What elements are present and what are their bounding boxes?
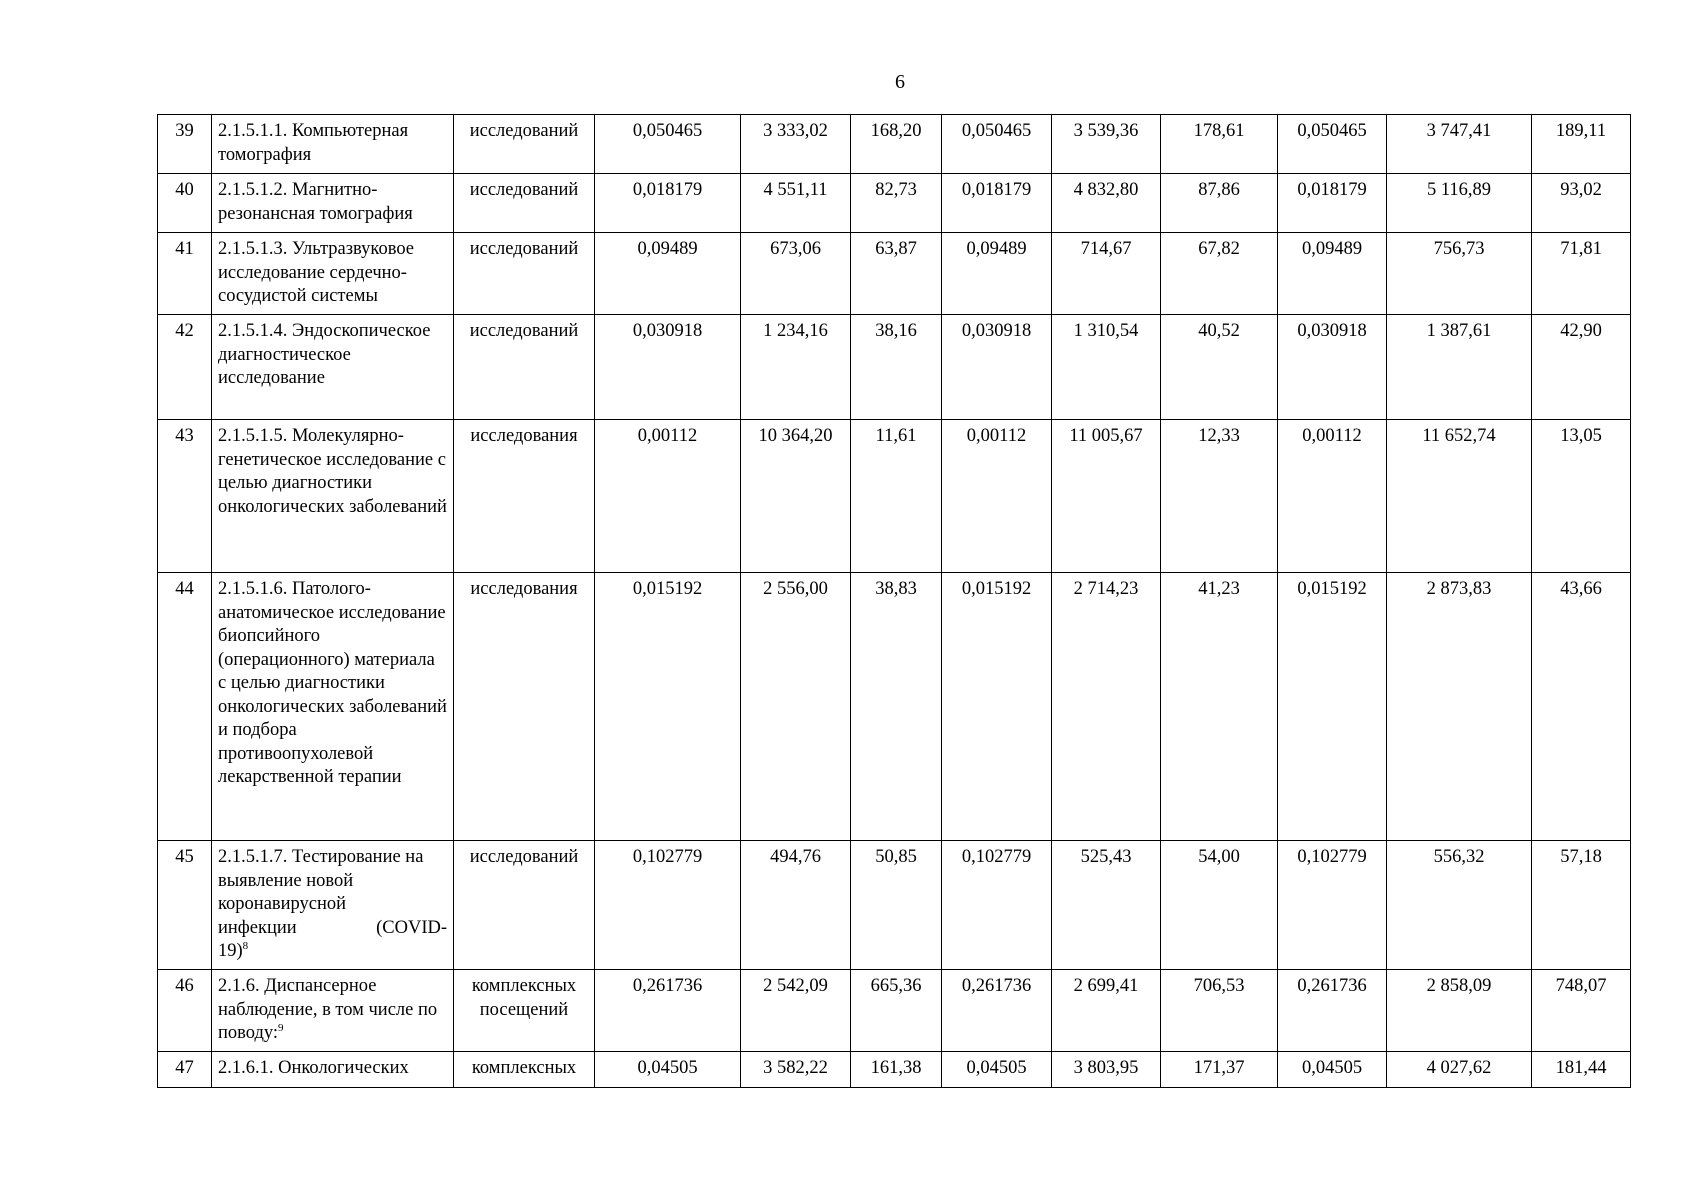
value-cell: 43,66: [1532, 573, 1631, 841]
value-cell: 756,73: [1387, 233, 1532, 315]
footnote-marker: 9: [278, 1022, 284, 1034]
value-cell: 181,44: [1532, 1052, 1631, 1088]
value-cell: 4 027,62: [1387, 1052, 1532, 1088]
service-name: 2.1.6.1. Онкологических: [212, 1052, 454, 1088]
value-cell: 3 582,22: [741, 1052, 851, 1088]
value-cell: 71,81: [1532, 233, 1631, 315]
value-cell: 3 539,36: [1052, 115, 1161, 174]
service-name: 2.1.5.1.6. Патолого-анатомическое исследование биопсийного (операционного) материала с целью диагностики онкологических заболеваний и подбора противоопухолевой лекарственной терапии: [212, 573, 454, 841]
service-name-word: (COVID-: [376, 917, 447, 938]
unit-cell: исследований: [454, 315, 595, 420]
row-number: 47: [158, 1052, 212, 1088]
row-number: 45: [158, 841, 212, 970]
service-name-word: 19): [218, 941, 243, 961]
page-number: 6: [895, 71, 905, 93]
value-cell: 0,09489: [942, 233, 1052, 315]
row-number: 46: [158, 970, 212, 1052]
unit-cell: исследований: [454, 841, 595, 970]
value-cell: 0,018179: [942, 174, 1052, 233]
footnote-marker: 8: [242, 940, 249, 952]
value-cell: 57,18: [1532, 841, 1631, 970]
value-cell: 87,86: [1161, 174, 1278, 233]
value-cell: 0,015192: [595, 573, 741, 841]
service-name-line: [218, 917, 447, 941]
value-cell: 0,00112: [942, 420, 1052, 573]
value-cell: 0,04505: [1278, 1052, 1387, 1088]
value-cell: 0,00112: [595, 420, 741, 573]
value-cell: 12,33: [1161, 420, 1278, 573]
value-cell: 748,07: [1532, 970, 1631, 1052]
value-cell: 82,73: [851, 174, 942, 233]
service-name: [212, 841, 454, 970]
value-cell: 3 747,41: [1387, 115, 1532, 174]
value-cell: 4 551,11: [741, 174, 851, 233]
value-cell: 0,261736: [942, 970, 1052, 1052]
table-row: [158, 841, 1631, 970]
value-cell: 161,38: [851, 1052, 942, 1088]
value-cell: 40,52: [1161, 315, 1278, 420]
value-cell: 673,06: [741, 233, 851, 315]
value-cell: 525,43: [1052, 841, 1161, 970]
value-cell: 0,030918: [942, 315, 1052, 420]
service-name: [212, 970, 454, 1052]
value-cell: 0,102779: [942, 841, 1052, 970]
unit-cell: исследований: [454, 115, 595, 174]
value-cell: 494,76: [741, 841, 851, 970]
value-cell: 93,02: [1532, 174, 1631, 233]
value-cell: 0,050465: [942, 115, 1052, 174]
value-cell: 5 116,89: [1387, 174, 1532, 233]
value-cell: 189,11: [1532, 115, 1631, 174]
value-cell: 2 714,23: [1052, 573, 1161, 841]
service-name: 2.1.5.1.5. Молекулярно-генетическое исследование с целью диагностики онкологических заболеваний: [212, 420, 454, 573]
value-cell: 2 542,09: [741, 970, 851, 1052]
value-cell: 42,90: [1532, 315, 1631, 420]
value-cell: 10 364,20: [741, 420, 851, 573]
value-cell: 714,67: [1052, 233, 1161, 315]
value-cell: 2 873,83: [1387, 573, 1532, 841]
unit-cell: комплексных: [454, 1052, 595, 1088]
row-number: 43: [158, 420, 212, 573]
unit-cell: комплексных посещений: [454, 970, 595, 1052]
value-cell: 0,030918: [1278, 315, 1387, 420]
service-name-line: 2.1.5.1.7. Тестирование на: [218, 847, 424, 867]
value-cell: 0,261736: [1278, 970, 1387, 1052]
table-row: [158, 174, 1631, 233]
value-cell: 54,00: [1161, 841, 1278, 970]
service-name: 2.1.5.1.4. Эндоскопическое диагностическое исследование: [212, 315, 454, 420]
table-row: [158, 315, 1631, 420]
table-row: [158, 573, 1631, 841]
value-cell: 0,030918: [595, 315, 741, 420]
value-cell: 50,85: [851, 841, 942, 970]
value-cell: 665,36: [851, 970, 942, 1052]
value-cell: 0,018179: [1278, 174, 1387, 233]
service-name-line: выявление новой: [218, 870, 354, 891]
value-cell: 0,00112: [1278, 420, 1387, 573]
service-name-text: 2.1.6. Диспансерное наблюдение, в том числе по поводу:: [218, 976, 438, 1043]
value-cell: 0,015192: [1278, 573, 1387, 841]
row-number: 40: [158, 174, 212, 233]
value-cell: 11 652,74: [1387, 420, 1532, 573]
value-cell: 1 310,54: [1052, 315, 1161, 420]
unit-cell: исследования: [454, 420, 595, 573]
value-cell: 0,102779: [595, 841, 741, 970]
value-cell: 706,53: [1161, 970, 1278, 1052]
value-cell: 0,050465: [1278, 115, 1387, 174]
service-name: 2.1.5.1.3. Ультразвуковое исследование сердечно-сосудистой системы: [212, 233, 454, 315]
value-cell: 556,32: [1387, 841, 1532, 970]
service-name-line: [218, 940, 447, 964]
value-cell: 4 832,80: [1052, 174, 1161, 233]
service-name: 2.1.5.1.1. Компьютерная томография: [212, 115, 454, 174]
unit-cell: исследования: [454, 573, 595, 841]
table-row: [158, 420, 1631, 573]
value-cell: 0,015192: [942, 573, 1052, 841]
value-cell: 38,16: [851, 315, 942, 420]
value-cell: 178,61: [1161, 115, 1278, 174]
value-cell: 2 699,41: [1052, 970, 1161, 1052]
value-cell: 0,09489: [1278, 233, 1387, 315]
service-name-word: инфекции: [218, 917, 297, 938]
table-row: [158, 233, 1631, 315]
value-cell: 0,050465: [595, 115, 741, 174]
value-cell: 168,20: [851, 115, 942, 174]
value-cell: 2 556,00: [741, 573, 851, 841]
value-cell: 0,102779: [1278, 841, 1387, 970]
value-cell: 1 234,16: [741, 315, 851, 420]
value-cell: 3 333,02: [741, 115, 851, 174]
value-cell: 0,04505: [595, 1052, 741, 1088]
value-cell: 38,83: [851, 573, 942, 841]
tariff-table: [157, 114, 1631, 1088]
table-row: [158, 970, 1631, 1052]
row-number: 44: [158, 573, 212, 841]
table-row: [158, 115, 1631, 174]
row-number: 41: [158, 233, 212, 315]
value-cell: 67,82: [1161, 233, 1278, 315]
row-number: 39: [158, 115, 212, 174]
value-cell: 41,23: [1161, 573, 1278, 841]
table-row: [158, 1052, 1631, 1088]
value-cell: 0,261736: [595, 970, 741, 1052]
service-name: 2.1.5.1.2. Магнитно-резонансная томография: [212, 174, 454, 233]
value-cell: 13,05: [1532, 420, 1631, 573]
value-cell: 0,04505: [942, 1052, 1052, 1088]
value-cell: 171,37: [1161, 1052, 1278, 1088]
value-cell: 1 387,61: [1387, 315, 1532, 420]
value-cell: 0,018179: [595, 174, 741, 233]
value-cell: 2 858,09: [1387, 970, 1532, 1052]
value-cell: 11,61: [851, 420, 942, 573]
row-number: 42: [158, 315, 212, 420]
unit-cell: исследований: [454, 233, 595, 315]
unit-cell: исследований: [454, 174, 595, 233]
value-cell: 11 005,67: [1052, 420, 1161, 573]
value-cell: 63,87: [851, 233, 942, 315]
value-cell: 3 803,95: [1052, 1052, 1161, 1088]
service-name-line: коронавирусной: [218, 894, 347, 914]
value-cell: 0,09489: [595, 233, 741, 315]
